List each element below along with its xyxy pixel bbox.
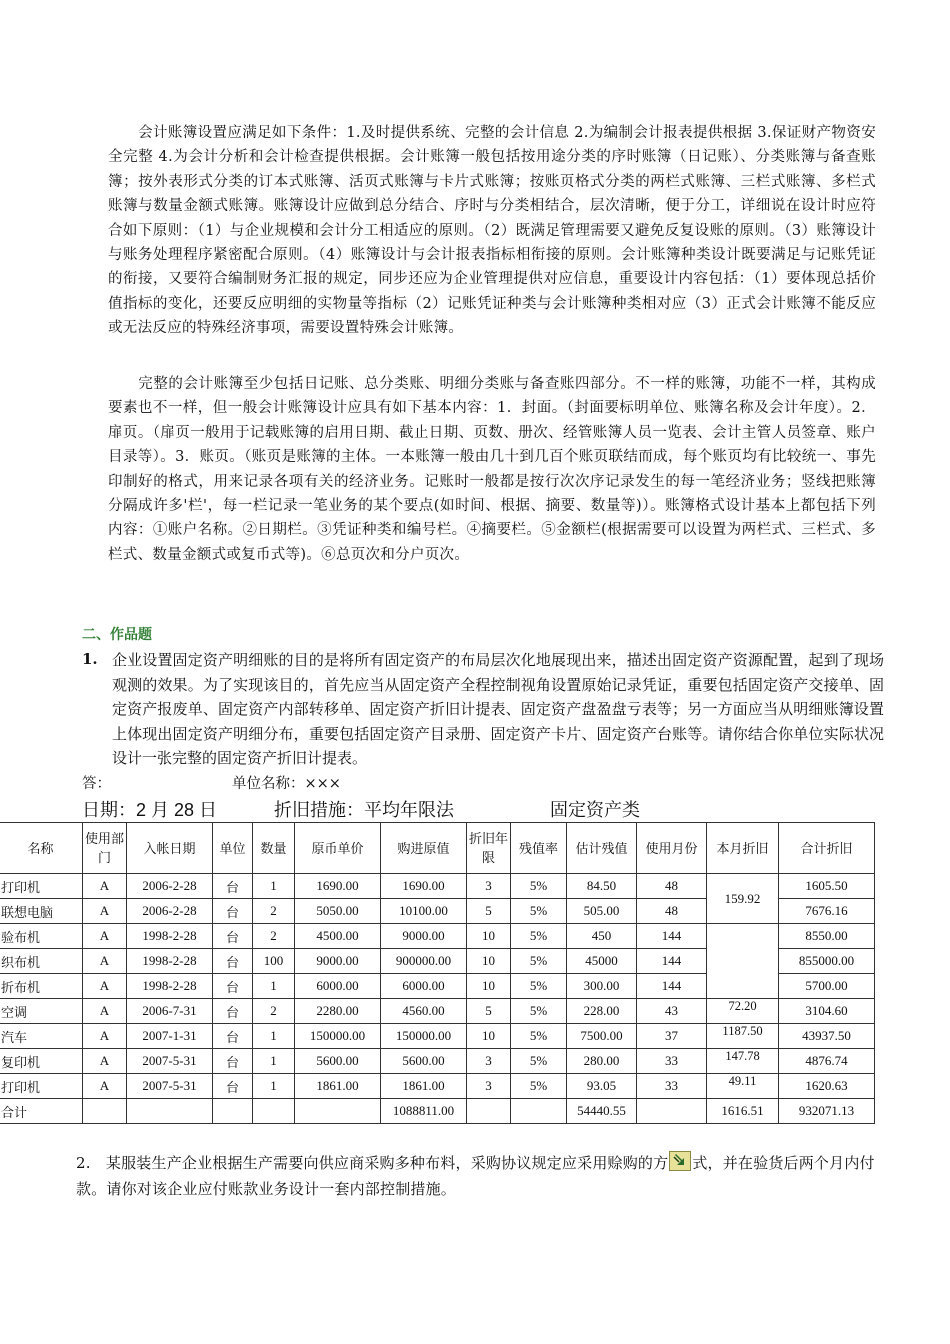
cell-total: 1605.50: [779, 874, 875, 899]
cell-orig: 1861.00: [381, 1074, 467, 1099]
cell-total: 43937.50: [779, 1024, 875, 1049]
cell-qty: 1: [253, 1049, 295, 1074]
cell-name: 验布机: [0, 924, 83, 949]
cell-residual: 300.00: [567, 974, 637, 999]
total-cell: 932071.13: [779, 1099, 875, 1124]
cell-qty: 1: [253, 874, 295, 899]
cell-unit: 台: [213, 999, 253, 1024]
cell-dept: A: [83, 1074, 127, 1099]
header-cell: 原币单价: [295, 823, 381, 874]
table-row: [0, 999, 875, 1024]
cell-date: 2006-2-28: [127, 874, 213, 899]
table-row: [0, 874, 875, 899]
cell-monthly-depreciation: [707, 924, 779, 999]
cell-qty: 1: [253, 1024, 295, 1049]
total-cell: 54440.55: [567, 1099, 637, 1124]
cell-rate: 5%: [511, 874, 567, 899]
cell-rate: 5%: [511, 1074, 567, 1099]
cell-years: 5: [467, 899, 511, 924]
cell-total: 5700.00: [779, 974, 875, 999]
cell-rate: 5%: [511, 1049, 567, 1074]
cell-unit: 台: [213, 899, 253, 924]
cell-orig: 4560.00: [381, 999, 467, 1024]
cell-price: 6000.00: [295, 974, 381, 999]
cell-name: 织布机: [0, 949, 83, 974]
cell-residual: 505.00: [567, 899, 637, 924]
cell-monthly-depreciation: 147.78: [707, 1049, 779, 1074]
cell-residual: 228.00: [567, 999, 637, 1024]
header-cell: 估计残值: [567, 823, 637, 874]
cell-months: 144: [637, 924, 707, 949]
cell-dept: A: [83, 974, 127, 999]
cell-total: 3104.60: [779, 999, 875, 1024]
cell-dept: A: [83, 899, 127, 924]
cell-qty: 1: [253, 974, 295, 999]
cell-years: 3: [467, 874, 511, 899]
header-cell: 购进原值: [381, 823, 467, 874]
total-cell: [83, 1099, 127, 1124]
cell-orig: 1690.00: [381, 874, 467, 899]
cell-orig: 9000.00: [381, 924, 467, 949]
cell-months: 43: [637, 999, 707, 1024]
cell-rate: 5%: [511, 899, 567, 924]
cell-monthly-depreciation: 159.92: [707, 874, 779, 924]
total-cell: [253, 1099, 295, 1124]
question-number: 1.: [82, 650, 98, 668]
table-row: [0, 1074, 875, 1099]
cell-months: 48: [637, 874, 707, 899]
cell-date: 1998-2-28: [127, 949, 213, 974]
total-cell: 1616.51: [707, 1099, 779, 1124]
cell-name: 汽车: [0, 1024, 83, 1049]
cell-price: 1861.00: [295, 1074, 381, 1099]
cell-date: 2006-7-31: [127, 999, 213, 1024]
cell-total: 4876.74: [779, 1049, 875, 1074]
asset-category-label: 固定资产类: [550, 800, 640, 820]
header-cell: 本月折旧: [707, 823, 779, 874]
header-cell: 合计折旧: [779, 823, 875, 874]
cell-date: 2006-2-28: [127, 899, 213, 924]
header-cell: 数量: [253, 823, 295, 874]
cell-unit: 台: [213, 1049, 253, 1074]
cell-total: 1620.63: [779, 1074, 875, 1099]
table-row: [0, 1024, 875, 1049]
cell-rate: 5%: [511, 999, 567, 1024]
cell-date: 1998-2-28: [127, 974, 213, 999]
cell-rate: 5%: [511, 1024, 567, 1049]
cell-name: 打印机: [0, 1074, 83, 1099]
cell-total: 7676.16: [779, 899, 875, 924]
cell-monthly-depreciation: 1187.50: [707, 1024, 779, 1049]
question-1-text: 企业设置固定资产明细账的目的是将所有固定资产的布局层次化地展现出来，描述出固定资产资源配置，起到了现场观测的效果。为了实现该目的，首先应当从固定资产全程控制视角设置原始记录凭证，重要包括固定资产交接单、固定资产报废单、固定资产内部转移单、固定资产折旧计提表、固定资产盘盈盘亏表等；另一方面应当从明细账簿设置上体现出固定资产明细分布，重要包括固定资产目录册、固定资产卡片、固定资产台账等。请你结合你单位实际状况设计一张完整的固定资产折旧计提表。: [112, 651, 884, 768]
cell-dept: A: [83, 1049, 127, 1074]
cell-name: 复印机: [0, 1049, 83, 1074]
cell-total: 855000.00: [779, 949, 875, 974]
table-row: [0, 1049, 875, 1074]
date-label: 日期：2 月 28 日: [82, 800, 218, 820]
total-cell: [213, 1099, 253, 1124]
cell-years: 3: [467, 1074, 511, 1099]
cell-qty: 2: [253, 924, 295, 949]
header-cell: 入帐日期: [127, 823, 213, 874]
cell-monthly-depreciation: 49.11: [707, 1074, 779, 1099]
cell-dept: A: [83, 1024, 127, 1049]
cell-unit: 台: [213, 1074, 253, 1099]
cell-dept: A: [83, 924, 127, 949]
cell-unit: 台: [213, 1024, 253, 1049]
cell-name: 折布机: [0, 974, 83, 999]
cell-rate: 5%: [511, 949, 567, 974]
cell-price: 1690.00: [295, 874, 381, 899]
cell-date: 2007-5-31: [127, 1074, 213, 1099]
cell-dept: A: [83, 999, 127, 1024]
arrow-icon: [669, 1151, 691, 1171]
cell-residual: 280.00: [567, 1049, 637, 1074]
cell-orig: 150000.00: [381, 1024, 467, 1049]
header-cell: 残值率: [511, 823, 567, 874]
cell-price: 150000.00: [295, 1024, 381, 1049]
cell-residual: 45000: [567, 949, 637, 974]
cell-date: 1998-2-28: [127, 924, 213, 949]
cell-unit: 台: [213, 924, 253, 949]
cell-years: 10: [467, 974, 511, 999]
total-cell: [637, 1099, 707, 1124]
header-cell: 使用部门: [83, 823, 127, 874]
total-label: 合计: [0, 1099, 83, 1124]
cell-months: 33: [637, 1074, 707, 1099]
depreciation-method-label: 折旧措施：平均年限法: [274, 800, 454, 820]
header-cell: 使用月份: [637, 823, 707, 874]
table-total-row: [0, 1099, 875, 1124]
table-header-row: [0, 823, 875, 874]
cell-years: 5: [467, 999, 511, 1024]
cell-qty: 100: [253, 949, 295, 974]
cell-years: 10: [467, 1024, 511, 1049]
cell-unit: 台: [213, 949, 253, 974]
cell-dept: A: [83, 874, 127, 899]
cell-name: 联想电脑: [0, 899, 83, 924]
cell-residual: 450: [567, 924, 637, 949]
header-cell: 单位: [213, 823, 253, 874]
cell-months: 144: [637, 949, 707, 974]
header-cell: 折旧年限: [467, 823, 511, 874]
table-row: [0, 924, 875, 949]
total-cell: 1088811.00: [381, 1099, 467, 1124]
question-2-text: 2. 某服装生产企业根据生产需要向供应商采购多种布料，采购协议规定应采用赊购的方 式，并在验货后两个月内付款。请你对该企业应付账款业务设计一套内部控制措施。: [76, 1150, 876, 1202]
cell-date: 2007-1-31: [127, 1024, 213, 1049]
paragraph-account-book-conditions: 会计账簿设置应满足如下条件：1.及时提供系统、完整的会计信息 2.为编制会计报表提供根据 3.保证财产物资安全完整 4.为会计分析和会计检查提供根据。会计账簿一般包括按用途分类的序时账簿（日记账）、分类账簿与备查账簿；按外表形式分类的订本式账簿、活页式账簿与卡片式账簿；按账页格式分类的两栏式账簿、三栏式账簿、多栏式账簿与数量金额式账簿。账簿设计应做到总分结合、序时与分类相结合，层次清晰，便于分工，详细说在设计时应符合如下原则：（1）与企业规模和会计分工相适应的原则。（2）既满足管理需要又避免反复设账的原则。（3）账簿设计与账务处理程序紧密配合原则。（4）账簿设计与会计报表指标相衔接的原则。会计账簿种类设计既要满足与记账凭证的衔接，又要符合编制财务汇报的规定，同步还应为企业管理提供对应信息，重要设计内容包括：（1）要体现总括价值指标的变化，还要反应明细的实物量等指标（2）记账凭证种类与会计账簿种类相对应（3）正式会计账簿不能反应或无法反应的特殊经济事项，需要设置特殊会计账簿。: [108, 125, 876, 337]
cell-dept: A: [83, 949, 127, 974]
cell-residual: 84.50: [567, 874, 637, 899]
section-title: 二、作品题: [82, 627, 152, 643]
cell-orig: 5600.00: [381, 1049, 467, 1074]
cell-orig: 10100.00: [381, 899, 467, 924]
cell-monthly-depreciation: 72.20: [707, 999, 779, 1024]
cell-name: 空调: [0, 999, 83, 1024]
cell-orig: 6000.00: [381, 974, 467, 999]
cell-months: 48: [637, 899, 707, 924]
answer-label: 答：: [82, 776, 111, 792]
unit-name-label: 单位名称：×××: [232, 776, 341, 792]
cell-qty: 2: [253, 899, 295, 924]
cell-rate: 5%: [511, 974, 567, 999]
cell-unit: 台: [213, 874, 253, 899]
cell-qty: 2: [253, 999, 295, 1024]
cell-price: 2280.00: [295, 999, 381, 1024]
paragraph-account-book-contents: 完整的会计账簿至少包括日记账、总分类账、明细分类账与备查账四部分。不一样的账簿，功能不一样，其构成要素也不一样，但一般会计账簿设计应具有如下基本内容：1．封面。（封面要标明单位、账簿名称及会计年度）。2．扉页。（扉页一般用于记载账簿的启用日期、截止日期、页数、册次、经管账簿人员一览表、会计主管人员签章、账户目录等）。3．账页。（账页是账簿的主体。一本账簿一般由几十到几百个账页联结而成，每个账页均有比较统一、事先印制好的格式，用来记录各项有关的经济业务。记账时一般都是按行次次序记录发生的每一笔经济业务；竖线把账簿分隔成许多'栏'，每一栏记录一笔业务的某个要点(如时间、根据、摘要、数量等)）。账簿格式设计基本上都包括下列内容：①账户名称。②日期栏。③凭证种类和编号栏。④摘要栏。⑤金额栏(根据需要可以设置为两栏式、三栏式、多栏式、数量金额式或复币式等)。⑥总页次和分户页次。: [108, 376, 876, 563]
cell-years: 3: [467, 1049, 511, 1074]
cell-price: 5050.00: [295, 899, 381, 924]
total-cell: [295, 1099, 381, 1124]
cell-price: 9000.00: [295, 949, 381, 974]
cell-orig: 900000.00: [381, 949, 467, 974]
cell-qty: 1: [253, 1074, 295, 1099]
cell-residual: 93.05: [567, 1074, 637, 1099]
total-cell: [511, 1099, 567, 1124]
cell-total: 8550.00: [779, 924, 875, 949]
cell-residual: 7500.00: [567, 1024, 637, 1049]
cell-unit: 台: [213, 974, 253, 999]
cell-years: 10: [467, 949, 511, 974]
total-cell: [127, 1099, 213, 1124]
cell-months: 37: [637, 1024, 707, 1049]
cell-name: 打印机: [0, 874, 83, 899]
depreciation-table: [0, 822, 875, 1124]
cell-price: 4500.00: [295, 924, 381, 949]
cell-price: 5600.00: [295, 1049, 381, 1074]
total-cell: [467, 1099, 511, 1124]
cell-years: 10: [467, 924, 511, 949]
header-cell: 名称: [0, 823, 83, 874]
cell-months: 33: [637, 1049, 707, 1074]
cell-rate: 5%: [511, 924, 567, 949]
cell-months: 144: [637, 974, 707, 999]
cell-date: 2007-5-31: [127, 1049, 213, 1074]
